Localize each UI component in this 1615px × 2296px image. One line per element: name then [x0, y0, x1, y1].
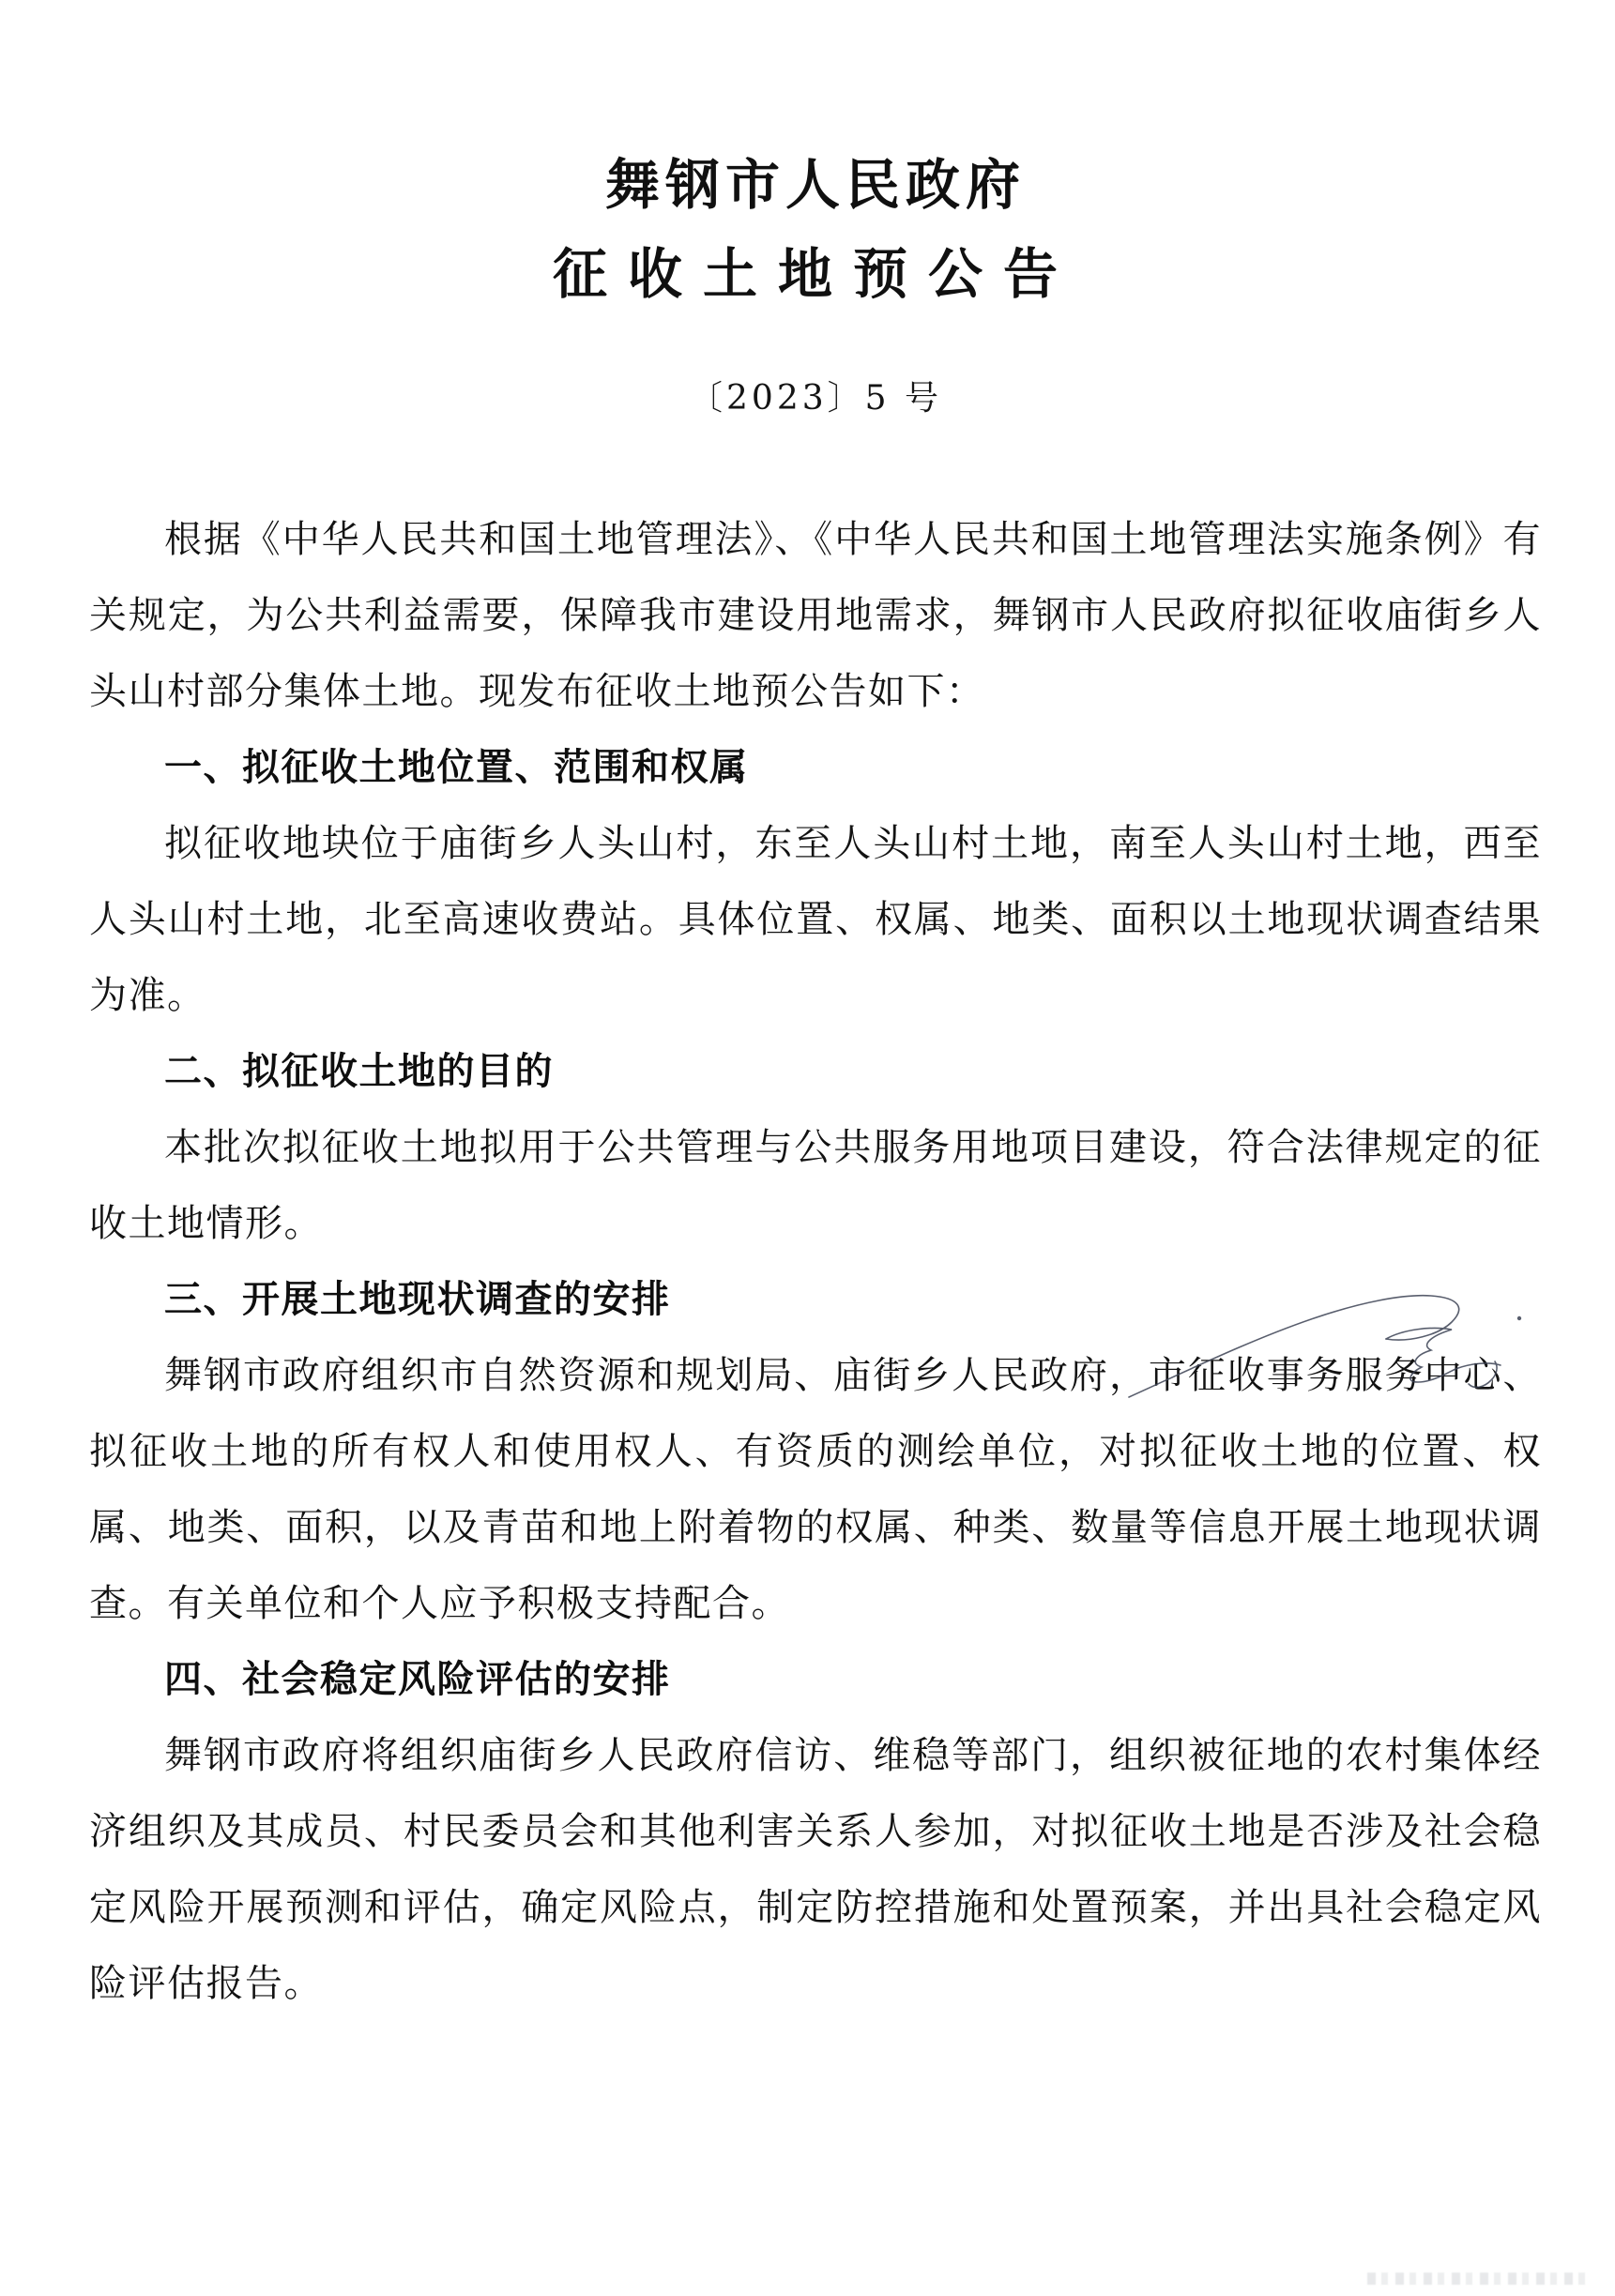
- title-line-1: 舞钢市人民政府: [604, 153, 1026, 217]
- section-3-heading: 三、开展土地现状调查的安排: [164, 1278, 671, 1321]
- title-line-2: 征收土地预公告: [552, 242, 1078, 306]
- section-1-heading: 一、拟征收土地位置、范围和权属: [164, 746, 749, 789]
- section-2-paragraph: 本批次拟征收土地拟用于公共管理与公共服务用地项目建设，符合法律规定的征收土地情形。: [89, 1126, 1542, 1245]
- document-title: [89, 141, 1542, 319]
- footer-watermark: [1367, 2273, 1585, 2285]
- section-4-heading: 四、社会稳定风险评估的安排: [164, 1658, 671, 1701]
- document-number: 〔2023〕5 号: [689, 379, 942, 418]
- section-3-paragraph: 舞钢市政府组织市自然资源和规划局、庙街乡人民政府，市征收事务服务中心、拟征收土地的所有权人和使用权人、有资质的测绘单位，对拟征收土地的位置、权属、地类、面积，以及青苗和地上附着物的权属、种类、数量等信息开展土地现状调查。有关单位和个人应予积极支持配合。: [89, 1354, 1542, 1625]
- document-content: [89, 141, 1542, 2022]
- intro-paragraph: 根据《中华人民共和国土地管理法》、《中华人民共和国土地管理法实施条例》有关规定，为公共利益需要，保障我市建设用地需求，舞钢市人民政府拟征收庙街乡人头山村部分集体土地。现发布征收土地预公告如下：: [89, 518, 1542, 713]
- section-1-paragraph: 拟征收地块位于庙街乡人头山村，东至人头山村土地，南至人头山村土地，西至人头山村土地，北至高速收费站。具体位置、权属、地类、面积以土地现状调查结果为准。: [89, 822, 1542, 1017]
- section-2-heading: 二、拟征收土地的目的: [164, 1050, 554, 1093]
- section-4-paragraph: 舞钢市政府将组织庙街乡人民政府信访、维稳等部门，组织被征地的农村集体经济组织及其成员、村民委员会和其他利害关系人参加，对拟征收土地是否涉及社会稳定风险开展预测和评估，确定风险点，制定防控措施和处置预案，并出具社会稳定风险评估报告。: [89, 1734, 1542, 2005]
- document-body: [89, 502, 1542, 2022]
